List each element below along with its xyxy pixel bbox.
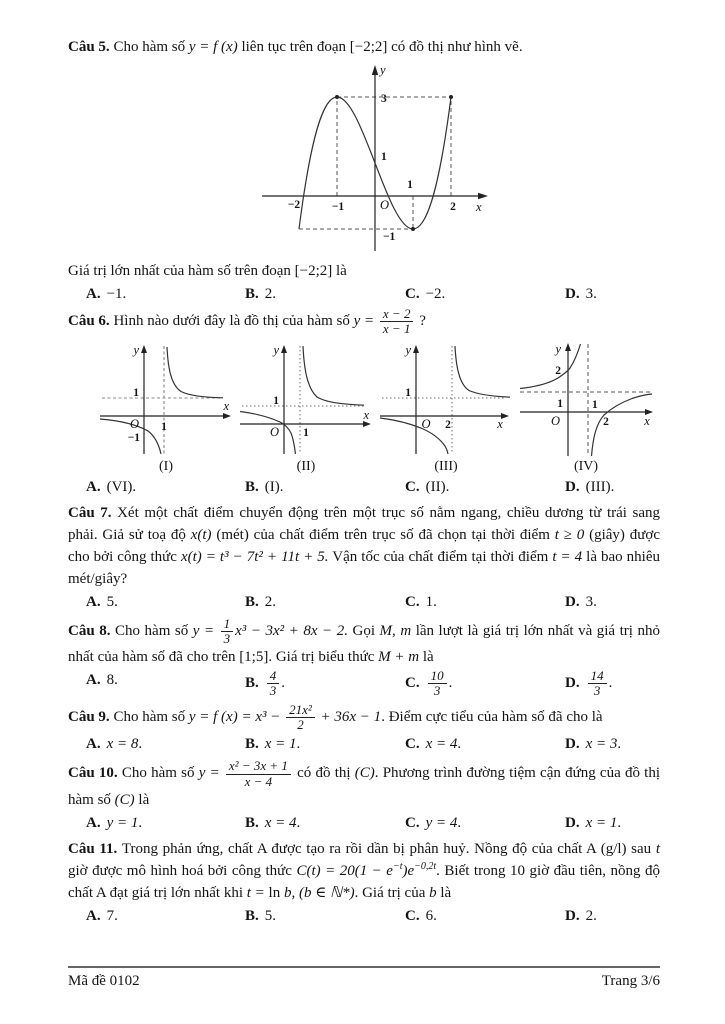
option-letter: B. [245,736,259,753]
text-segment: . [617,736,622,753]
text-segment: t = 4 [552,548,583,565]
q6-intro [68,307,660,337]
text-segment: Cho hàm số [115,622,193,639]
text-segment: Câu 6. [68,313,114,330]
text-segment: M, m [379,622,412,639]
q8-intro [68,617,660,669]
q5-function-graph [250,61,660,257]
text-segment: 5. [106,593,118,610]
option-B [245,283,405,305]
text-segment: t ≥ 0 [554,526,585,543]
option-D [565,905,660,927]
q5-options [68,283,660,305]
axes [262,65,488,251]
text-segment: Câu 9. [68,709,114,726]
tick-label: 3 [381,93,387,105]
graph-caption: (IV) [573,458,599,474]
fraction: $\frac{1}{3}$ [221,617,234,647]
origin-label: O [269,424,279,439]
text-segment: Cho hàm số [113,709,189,726]
tick-label: 2 [603,415,609,428]
option-A [86,812,245,834]
tick-label: 1 [381,151,387,163]
option-letter: C. [405,736,420,753]
option-C [405,591,565,613]
text-segment: (I). [264,478,284,495]
text-segment: + 36x − 1 [316,709,382,726]
q7-options [68,591,660,613]
text-segment: y = 1 [106,814,139,831]
q10-options [68,812,660,834]
text-segment: là [436,884,452,901]
option-D [565,812,660,834]
tick-label: −1 [127,431,140,444]
option-D [565,733,660,755]
text-segment: Gọi [347,622,380,639]
option-letter: A. [86,286,101,302]
origin-label: O [129,416,139,431]
option-letter: B. [245,814,259,831]
text-segment: (C) [114,791,135,808]
origin-label: O [380,198,390,212]
option-A [86,733,245,755]
text-segment: )e [402,862,415,879]
page-number: Trang 3/6 [601,973,660,989]
option-C [405,812,565,834]
text-segment: y = [353,313,378,330]
option-C [405,905,565,927]
branch-lower [240,411,296,454]
option-A [86,905,245,927]
x-axis-label: x [497,416,503,431]
text-segment: y = f (x) = x³ − [188,709,285,726]
option-B [245,905,405,927]
option-letter: D. [565,675,580,692]
hyperbola-graph-4 [516,340,656,458]
tick-label: 1 [273,394,279,407]
text-segment: −2. [425,286,446,302]
option-letter: C. [405,907,420,924]
question-5 [68,36,660,305]
graph-caption: (I) [159,458,173,474]
x-axis-label: x [223,398,229,413]
q11-intro [68,838,660,904]
tick-label: 2 [450,201,456,213]
text-segment: (III). [585,478,615,495]
option-letter: A. [86,593,101,610]
axes [100,342,231,454]
superscript: −t [392,860,403,872]
option-letter: D. [565,286,580,302]
axes [380,342,509,454]
text-segment: (II). [425,478,450,495]
branch-upper [455,346,510,397]
text-segment: b, (b ∈ ℕ*) [283,884,355,901]
option-A [86,591,245,613]
option-letter: C. [405,478,420,495]
text-segment: x = 4 [425,736,458,753]
option-C [405,476,565,498]
text-segment: 3. [585,593,597,610]
y-axis-label: y [555,341,561,356]
text-segment: . [281,675,286,692]
option-D [565,283,660,305]
text-segment: x = 1 [585,814,618,831]
text-segment: Câu 7. [68,504,118,521]
option-letter: D. [565,736,580,753]
text-segment: . [457,736,462,753]
q9-intro [68,703,660,733]
q5-question [68,260,660,282]
tick-label: 2 [555,364,561,377]
option-A [86,669,245,699]
option-C [405,669,565,699]
text-segment: x³ − 3x² + 8x − 2. [235,622,348,639]
tick-label: 1 [407,179,413,191]
tick-label: 2 [445,418,451,431]
option-letter: B. [245,907,259,924]
exam-code: Mã đề 0102 [68,973,140,989]
branch-upper [167,347,223,398]
option-B [245,812,405,834]
tick-label: 1 [161,420,167,433]
text-segment: . [296,814,301,831]
option-D [565,476,660,498]
text-segment: 6. [425,907,437,924]
option-letter: A. [86,814,101,831]
text-segment: Giá trị lớn nhất của hàm số trên đoạn [−2;2] là [68,263,347,279]
option-letter: B. [245,593,259,610]
text-segment: y = [198,765,224,782]
option-letter: A. [86,478,101,495]
tick-label: 1 [133,386,139,399]
q10-intro [68,759,660,811]
q7-intro [68,502,660,590]
x-axis-label: x [476,200,482,214]
question-8 [68,617,660,699]
text-segment: 2. [264,286,277,302]
option-B [245,476,405,498]
option-letter: C. [405,675,420,692]
question-10 [68,759,660,834]
fraction: $\frac{x - 2}{x - 1}$ [380,307,414,337]
question-11 [68,838,660,927]
q8-options [68,669,660,699]
option-B [245,591,405,613]
text-segment: t [655,840,660,857]
origin-label: O [550,413,560,428]
text-segment: (VI). [106,478,137,495]
origin-label: O [421,416,431,431]
x-axis-arrow [478,193,488,199]
text-segment: (C) [354,765,375,782]
tick-label: −1 [383,231,396,243]
superscript: −0,2t [414,860,437,872]
text-segment: . [448,675,453,692]
option-A [86,283,245,305]
q9-options [68,733,660,755]
text-segment: . [296,736,301,753]
text-segment: y = f (x) [188,39,238,55]
option-letter: C. [405,593,420,610]
graph-I [96,340,236,475]
text-segment: . [617,814,622,831]
y-axis-label: y [405,342,411,357]
text-segment: là bao nhiêu mét/giây? [68,548,661,587]
text-segment: x = 4 [264,814,297,831]
option-letter: D. [565,593,580,610]
option-letter: A. [86,672,101,689]
y-axis-label: y [133,342,139,357]
option-letter: B. [245,675,259,692]
question-9 [68,703,660,756]
text-segment: . Biết trong 10 giờ đầu tiên, nồng độ chất A đạt giá trị lớn nhất khi [68,862,660,901]
text-segment: . Điểm cực tiểu của hàm số đã cho là [381,709,603,726]
text-segment: Câu 5. [68,39,114,55]
branch-lower [592,394,653,456]
q6-options [68,476,660,498]
text-segment: 7. [106,907,118,924]
text-segment: . Giá trị của [354,884,430,901]
option-letter: D. [565,907,580,924]
fraction: $\frac{\text{21x²}}{2}$ [286,703,315,733]
text-segment: x = 3 [585,736,618,753]
text-segment: . [457,814,462,831]
option-A [86,476,245,498]
axes [520,343,653,456]
tick-label: 1 [592,398,598,411]
text-segment: (giây) được cho bởi công thức [68,526,660,565]
option-letter: D. [565,814,580,831]
text-segment: Hình nào dưới đây là đồ thị của hàm số [113,313,354,330]
tick-label: 1 [405,386,411,399]
text-segment: (mét) của chất điểm trên trục số đã chọn tại thời điểm [211,526,555,543]
text-segment: −1. [106,286,127,302]
text-segment: ln [268,884,284,901]
text-segment: 8. [106,672,118,689]
option-C [405,733,565,755]
page-footer [68,966,660,991]
branch-upper [303,346,364,405]
hyperbola-graph-3 [376,340,516,458]
branch-upper [520,341,581,389]
text-segment: x(t) = t³ − 7t² + 11t + 5. [180,548,329,565]
text-segment: lần lượt là giá trị lớn nhất và giá trị nhỏ nhất của hàm số đã cho trên [1;5]. Giá trị biểu thức [68,622,660,666]
text-segment: Câu 11. [68,840,122,857]
text-segment: t = [246,884,269,901]
branch-lower [380,418,448,454]
cubic-graph [250,61,490,257]
text-segment: 2. [585,907,597,924]
key-points [335,95,453,231]
q11-options [68,905,660,927]
text-segment: . [608,675,613,692]
text-segment: M + m [378,649,420,666]
x-axis-label: x [644,413,650,428]
text-segment: . [138,736,143,753]
text-segment: x = 1 [264,736,297,753]
text-segment: Trong phản ứng, chất A được tạo ra rồi dần bị phân huỷ. Nồng độ của chất A (g/l) sau [121,840,656,857]
tick-label: 1 [557,397,563,410]
text-segment: Vận tốc của chất điểm tại thời điểm [328,548,553,565]
graph-III [376,340,516,475]
option-letter: B. [245,478,259,495]
text-segment: . [138,814,143,831]
text-segment: Cho hàm số [113,39,189,55]
text-segment: ? [415,313,426,330]
text-segment: 1. [425,593,437,610]
option-B [245,733,405,755]
y-axis-label: y [273,342,279,357]
text-segment: y = 4 [425,814,458,831]
question-7 [68,502,660,613]
option-letter: C. [405,286,420,302]
text-segment: b [429,884,437,901]
text-segment: có đồ thị [292,765,355,782]
y-axis-label: y [380,63,386,77]
text-segment: 3. [585,286,597,302]
fraction: $\frac{\text{x² − 3x + 1}}{x - 4}$ [226,759,291,789]
question-6 [68,307,660,498]
text-segment: giờ được mô hình hoá bởi công thức [68,862,297,879]
option-D [565,669,660,699]
text-segment: Câu 10. [68,765,122,782]
text-segment: x(t) [190,526,212,543]
fraction: $\frac{10}{3}$ [428,669,447,699]
tick-label: −1 [331,201,345,213]
option-letter: A. [86,907,101,924]
fraction: $\frac{4}{3}$ [267,669,280,699]
x-axis-label: x [363,407,369,422]
hyperbola-graph-1 [96,340,236,458]
hyperbola-graph-2 [236,340,376,458]
text-segment: Cho hàm số [121,765,199,782]
option-letter: C. [405,814,420,831]
text-segment: y = [192,622,219,639]
graph-caption: (III) [434,458,458,474]
option-B [245,669,405,699]
text-segment: liên tục trên đoạn [−2;2] có đồ thị như hình vẽ. [237,39,523,55]
text-segment: là [134,791,150,808]
y-axis-arrow [372,65,378,75]
text-segment: C(t) = 20(1 − e [296,862,393,879]
text-segment: x = 8 [106,736,139,753]
text-segment: 2. [264,593,277,610]
q6-graph-row [96,340,660,475]
option-letter: D. [565,478,580,495]
option-letter: B. [245,286,259,302]
text-segment: Câu 8. [68,622,115,639]
q5-intro [68,36,660,58]
text-segment: 5. [264,907,277,924]
tick-label: −2 [287,199,301,211]
option-D [565,591,660,613]
fraction: $\frac{14}{3}$ [588,669,607,699]
option-letter: A. [86,736,101,753]
text-segment: Xét một chất điểm chuyển động trên một trục số nằm ngang, chiều dương từ trái sang phải. Giả sử toạ độ [68,504,660,543]
graph-caption: (II) [296,458,316,474]
text-segment: là [419,649,434,666]
graph-IV [516,340,656,475]
text-segment: . Phương trình đường tiệm cận đứng của đồ thị hàm số [68,765,660,808]
graph-II [236,340,376,475]
option-C [405,283,565,305]
tick-label: 1 [303,426,309,439]
